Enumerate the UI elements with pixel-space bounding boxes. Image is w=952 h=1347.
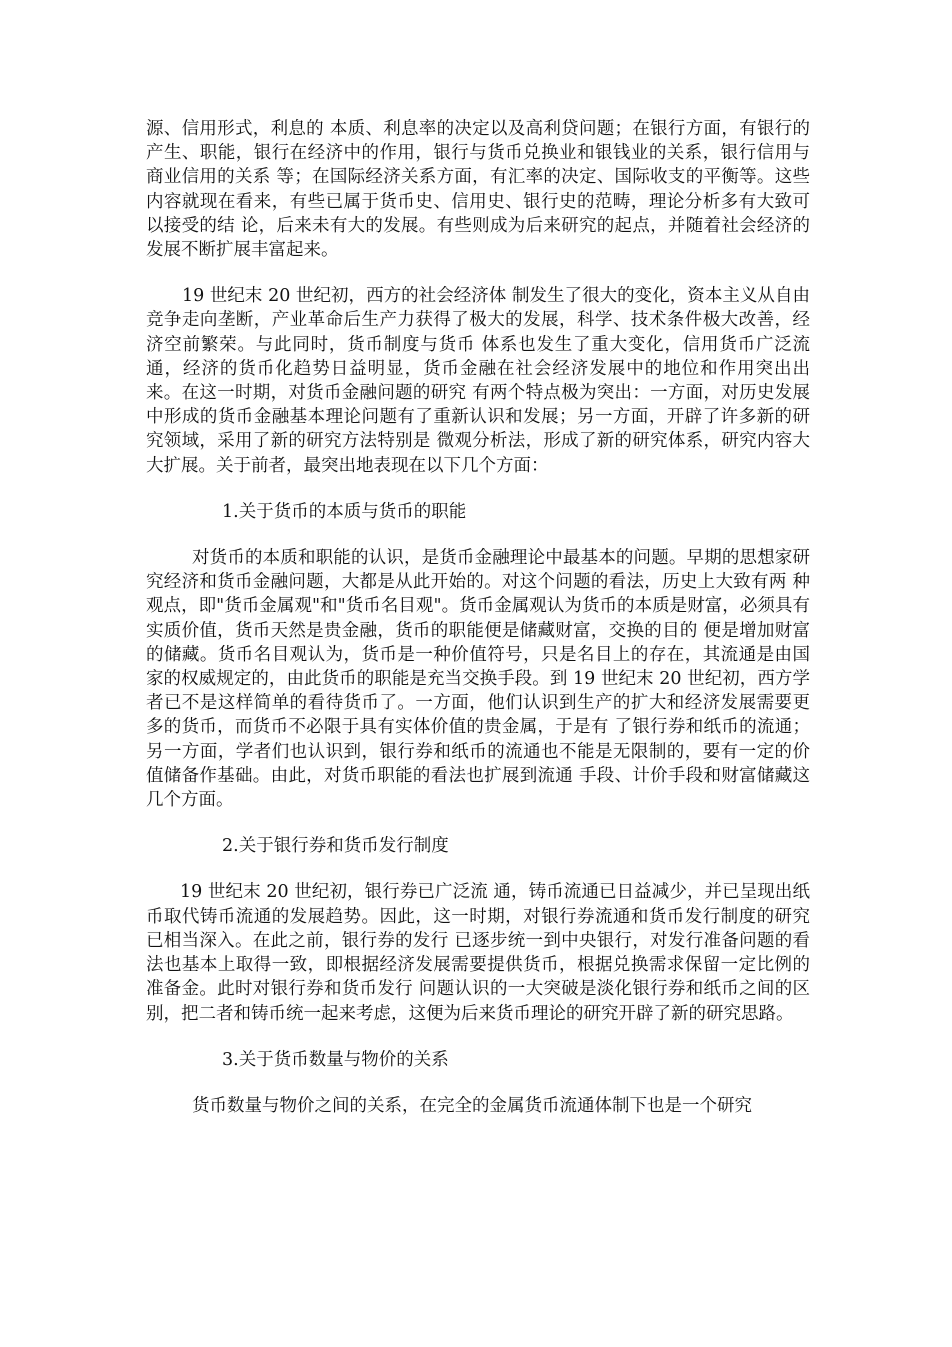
paragraph-late-19th-century: 19 世纪末 20 世纪初，西方的社会经济体 制发生了很大的变化，资本主义从自由竞争走向垄断，产业革命后生产力获得了极大的发展，科学、技术条件极大改善，经济空前繁荣。与此同时，货币制度与货币 体系也发生了重大变化，信用货币广泛流通，经济的货币化趋势日益明显，货币金融在社会经济发展中的地位和作用突出出来。在这一时期，对货币金融问题的研究 有两个特点极为突出：一方面，对历史发展中形成的货币金融基本理论问题有了重新认识和发展；另一方面，开辟了许多新的研究领域，采用了新的研究方法特别是 微观分析法，形成了新的研究体系，研究内容大大扩展。关于前者，最突出地表现在以下几个方面： [146, 286, 810, 476]
paragraph-banknote-issuance: 19 世纪末 20 世纪初，银行券已广泛流 通，铸币流通已日益减少，并已呈现出纸币取代铸币流通的发展趋势。因此，这一时期，对银行券流通和货币发行制度的研究已相当深入。在此之前，银行券的发行 已逐步统一到中央银行，对发行准备问题的看法也基本上取得一致，即根据经济发展需要提供货币，根据兑换需求保留一定比例的准备金。此时对银行券和货币发行 问题认识的一大突破是淡化银行券和纸币之间的区别，把二者和铸币统一起来考虑，这便为后来货币理论的研究开辟了新的研究思路。 [146, 882, 810, 1024]
paragraph-money-nature: 对货币的本质和职能的认识，是货币金融理论中最基本的问题。早期的思想家研究经济和货币金融问题，大都是从此开始的。对这个问题的看法，历史上大致有两 种观点，即"货币金属观"和"货币名目观"。货币金属观认为货币的本质是财富，必须具有实质价值，货币天然是贵金融，货币的职能便是储藏财富，交换的目的 便是增加财富的储藏。货币名目观认为，货币是一种价值符号，只是名目上的存在，其流通是由国家的权威规定的，由此货币的职能是充当交换手段。到 19 世纪末 20 世纪初，西方学者已不是这样简单的看待货币了。一方面，他们认识到生产的扩大和经济发展需要更多的货币，而货币不必限于具有实体价值的贵金属，于是有 了银行券和纸币的流通；另一方面，学者们也认识到，银行券和纸币的流通也不能是无限制的，要有一定的价值储备作基础。由此，对货币职能的看法也扩展到流通 手段、计价手段和财富储藏这几个方面。 [146, 548, 810, 811]
document-page [146, 117, 810, 1118]
section-heading-banknote-issuance: 2.关于银行券和货币发行制度 [222, 836, 449, 857]
section-heading-money-nature: 1.关于货币的本质与货币的职能 [222, 501, 467, 522]
paragraph-intro-continuation: 源、信用形式，利息的 本质、利息率的决定以及高利贷问题；在银行方面，有银行的产生、职能，银行在经济中的作用，银行与货币兑换业和银钱业的关系，银行信用与商业信用的关系 等；在国际经济关系方面，有汇率的决定、国际收支的平衡等。这些内容就现在看来，有些已属于货币史、信用史、银行史的范畴，理论分析多有大致可以接受的结 论，后来未有大的发展。有些则成为后来研究的起点，并随着社会经济的发展不断扩展丰富起来。 [146, 119, 810, 261]
paragraph-money-quantity-prices: 货币数量与物价之间的关系，在完全的金属货币流通体制下也是一个研究 [192, 1095, 752, 1116]
section-heading-money-quantity-prices: 3.关于货币数量与物价的关系 [222, 1049, 449, 1070]
